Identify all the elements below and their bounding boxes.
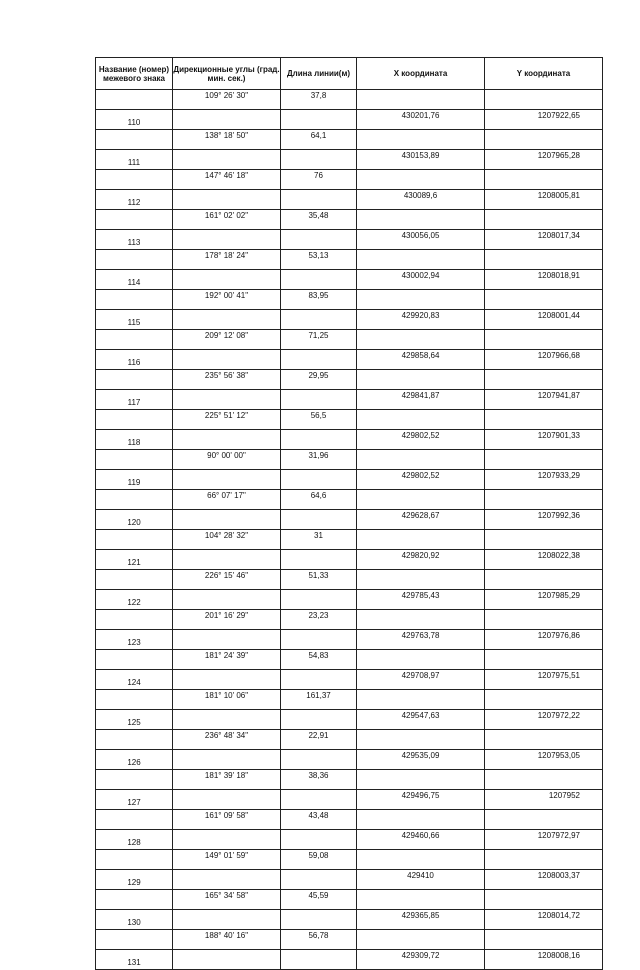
x-coordinate-cell: 430201,76 (357, 110, 485, 130)
mark-name-cell: 129 (96, 870, 173, 890)
mark-name-cell (96, 330, 173, 350)
y-coordinate-cell (485, 570, 603, 590)
x-coordinate-cell (357, 490, 485, 510)
point-row (96, 590, 603, 610)
angle-cell (173, 870, 281, 890)
segment-row (96, 930, 603, 950)
mark-name-cell (96, 450, 173, 470)
x-coordinate-cell: 429496,75 (357, 790, 485, 810)
header-line-length: Длина линии(м) (281, 58, 357, 90)
segment-row (96, 530, 603, 550)
y-coordinate-cell: 1207972,97 (485, 830, 603, 850)
y-coordinate-cell: 1208022,38 (485, 550, 603, 570)
angle-cell (173, 590, 281, 610)
length-cell (281, 710, 357, 730)
segment-row (96, 650, 603, 670)
angle-cell (173, 790, 281, 810)
length-cell: 53,13 (281, 250, 357, 270)
x-coordinate-cell: 429460,66 (357, 830, 485, 850)
length-cell: 83,95 (281, 290, 357, 310)
y-coordinate-cell: 1207933,29 (485, 470, 603, 490)
mark-name-cell: 113 (96, 230, 173, 250)
mark-name-cell (96, 210, 173, 230)
mark-name-cell (96, 410, 173, 430)
y-coordinate-cell (485, 650, 603, 670)
mark-name-cell: 127 (96, 790, 173, 810)
angle-cell (173, 230, 281, 250)
x-coordinate-cell: 429920,83 (357, 310, 485, 330)
x-coordinate-cell: 430153,89 (357, 150, 485, 170)
mark-name-cell (96, 930, 173, 950)
segment-row (96, 850, 603, 870)
length-cell (281, 590, 357, 610)
x-coordinate-cell (357, 930, 485, 950)
y-coordinate-cell (485, 370, 603, 390)
length-cell (281, 510, 357, 530)
x-coordinate-cell: 429785,43 (357, 590, 485, 610)
y-coordinate-cell: 1208008,16 (485, 950, 603, 970)
mark-name-cell (96, 690, 173, 710)
x-coordinate-cell: 430089,6 (357, 190, 485, 210)
mark-name-cell: 122 (96, 590, 173, 610)
length-cell (281, 870, 357, 890)
point-row (96, 790, 603, 810)
angle-cell: 181° 39' 18" (173, 770, 281, 790)
mark-name-cell (96, 530, 173, 550)
x-coordinate-cell (357, 850, 485, 870)
length-cell: 45,59 (281, 890, 357, 910)
angle-cell: 161° 02' 02" (173, 210, 281, 230)
angle-cell: 109° 26' 30" (173, 90, 281, 110)
y-coordinate-cell: 1208005,81 (485, 190, 603, 210)
angle-cell: 178° 18' 24" (173, 250, 281, 270)
length-cell: 56,78 (281, 930, 357, 950)
point-row (96, 110, 603, 130)
angle-cell: 225° 51' 12" (173, 410, 281, 430)
y-coordinate-cell (485, 250, 603, 270)
segment-row (96, 610, 603, 630)
point-row (96, 750, 603, 770)
segment-row (96, 170, 603, 190)
length-cell: 64,6 (281, 490, 357, 510)
y-coordinate-cell (485, 930, 603, 950)
x-coordinate-cell: 429547,63 (357, 710, 485, 730)
mark-name-cell: 119 (96, 470, 173, 490)
x-coordinate-cell (357, 890, 485, 910)
x-coordinate-cell: 429802,52 (357, 470, 485, 490)
point-row (96, 630, 603, 650)
angle-cell: 149° 01' 59" (173, 850, 281, 870)
angle-cell: 138° 18' 50" (173, 130, 281, 150)
x-coordinate-cell: 429802,52 (357, 430, 485, 450)
y-coordinate-cell (485, 330, 603, 350)
boundary-coordinates-table (95, 57, 603, 970)
x-coordinate-cell: 429410 (357, 870, 485, 890)
mark-name-cell: 131 (96, 950, 173, 970)
table-body (96, 90, 603, 970)
segment-row (96, 250, 603, 270)
y-coordinate-cell: 1207976,86 (485, 630, 603, 650)
length-cell: 23,23 (281, 610, 357, 630)
angle-cell (173, 950, 281, 970)
segment-row (96, 890, 603, 910)
length-cell (281, 110, 357, 130)
angle-cell: 192° 00' 41" (173, 290, 281, 310)
point-row (96, 390, 603, 410)
length-cell: 56,5 (281, 410, 357, 430)
y-coordinate-cell (485, 90, 603, 110)
x-coordinate-cell (357, 690, 485, 710)
mark-name-cell (96, 610, 173, 630)
length-cell (281, 350, 357, 370)
angle-cell (173, 270, 281, 290)
y-coordinate-cell: 1207953,05 (485, 750, 603, 770)
segment-row (96, 770, 603, 790)
y-coordinate-cell (485, 490, 603, 510)
x-coordinate-cell (357, 250, 485, 270)
x-coordinate-cell (357, 170, 485, 190)
segment-row (96, 210, 603, 230)
mark-name-cell: 118 (96, 430, 173, 450)
mark-name-cell: 112 (96, 190, 173, 210)
length-cell: 43,48 (281, 810, 357, 830)
y-coordinate-cell (485, 170, 603, 190)
length-cell (281, 390, 357, 410)
mark-name-cell: 123 (96, 630, 173, 650)
segment-row (96, 410, 603, 430)
mark-name-cell (96, 490, 173, 510)
mark-name-cell (96, 130, 173, 150)
angle-cell: 181° 10' 06" (173, 690, 281, 710)
x-coordinate-cell (357, 730, 485, 750)
x-coordinate-cell (357, 610, 485, 630)
mark-name-cell: 121 (96, 550, 173, 570)
angle-cell (173, 630, 281, 650)
angle-cell (173, 910, 281, 930)
angle-cell (173, 390, 281, 410)
angle-cell: 201° 16' 29" (173, 610, 281, 630)
point-row (96, 350, 603, 370)
mark-name-cell: 111 (96, 150, 173, 170)
point-row (96, 950, 603, 970)
angle-cell (173, 470, 281, 490)
y-coordinate-cell (485, 210, 603, 230)
y-coordinate-cell (485, 610, 603, 630)
segment-row (96, 570, 603, 590)
y-coordinate-cell: 1208018,91 (485, 270, 603, 290)
mark-name-cell (96, 810, 173, 830)
mark-name-cell (96, 170, 173, 190)
y-coordinate-cell: 1207966,68 (485, 350, 603, 370)
header-x-coordinate: X координата (357, 58, 485, 90)
point-row (96, 710, 603, 730)
mark-name-cell: 117 (96, 390, 173, 410)
point-row (96, 870, 603, 890)
angle-cell: 235° 56' 38" (173, 370, 281, 390)
mark-name-cell (96, 850, 173, 870)
segment-row (96, 330, 603, 350)
length-cell (281, 670, 357, 690)
length-cell (281, 750, 357, 770)
length-cell (281, 550, 357, 570)
mark-name-cell: 128 (96, 830, 173, 850)
x-coordinate-cell: 430002,94 (357, 270, 485, 290)
length-cell: 54,83 (281, 650, 357, 670)
mark-name-cell (96, 370, 173, 390)
mark-name-cell (96, 90, 173, 110)
length-cell (281, 470, 357, 490)
mark-name-cell: 120 (96, 510, 173, 530)
point-row (96, 150, 603, 170)
x-coordinate-cell: 429841,87 (357, 390, 485, 410)
y-coordinate-cell: 1208017,34 (485, 230, 603, 250)
mark-name-cell: 116 (96, 350, 173, 370)
x-coordinate-cell (357, 530, 485, 550)
point-row (96, 270, 603, 290)
angle-cell (173, 710, 281, 730)
x-coordinate-cell (357, 770, 485, 790)
point-row (96, 430, 603, 450)
y-coordinate-cell (485, 130, 603, 150)
y-coordinate-cell: 1207985,29 (485, 590, 603, 610)
angle-cell: 104° 28' 32" (173, 530, 281, 550)
x-coordinate-cell (357, 450, 485, 470)
length-cell (281, 630, 357, 650)
segment-row (96, 90, 603, 110)
y-coordinate-cell (485, 810, 603, 830)
angle-cell (173, 430, 281, 450)
mark-name-cell (96, 730, 173, 750)
y-coordinate-cell: 1207972,22 (485, 710, 603, 730)
length-cell: 38,36 (281, 770, 357, 790)
y-coordinate-cell (485, 530, 603, 550)
angle-cell (173, 670, 281, 690)
point-row (96, 830, 603, 850)
x-coordinate-cell: 429309,72 (357, 950, 485, 970)
mark-name-cell (96, 290, 173, 310)
point-row (96, 470, 603, 490)
x-coordinate-cell (357, 290, 485, 310)
x-coordinate-cell (357, 210, 485, 230)
x-coordinate-cell: 429820,92 (357, 550, 485, 570)
angle-cell (173, 150, 281, 170)
segment-row (96, 690, 603, 710)
angle-cell (173, 350, 281, 370)
point-row (96, 190, 603, 210)
angle-cell: 90° 00' 00" (173, 450, 281, 470)
angle-cell (173, 830, 281, 850)
length-cell: 37,8 (281, 90, 357, 110)
point-row (96, 510, 603, 530)
y-coordinate-cell: 1207992,36 (485, 510, 603, 530)
y-coordinate-cell: 1207965,28 (485, 150, 603, 170)
segment-row (96, 450, 603, 470)
x-coordinate-cell: 429858,64 (357, 350, 485, 370)
mark-name-cell: 130 (96, 910, 173, 930)
angle-cell: 165° 34' 58" (173, 890, 281, 910)
mark-name-cell: 114 (96, 270, 173, 290)
mark-name-cell: 125 (96, 710, 173, 730)
x-coordinate-cell: 429628,67 (357, 510, 485, 530)
angle-cell: 66° 07' 17" (173, 490, 281, 510)
y-coordinate-cell (485, 450, 603, 470)
mark-name-cell (96, 570, 173, 590)
point-row (96, 550, 603, 570)
angle-cell (173, 310, 281, 330)
length-cell (281, 310, 357, 330)
x-coordinate-cell (357, 650, 485, 670)
mark-name-cell (96, 890, 173, 910)
y-coordinate-cell: 1208001,44 (485, 310, 603, 330)
segment-row (96, 290, 603, 310)
angle-cell (173, 550, 281, 570)
length-cell (281, 270, 357, 290)
segment-row (96, 810, 603, 830)
length-cell: 31 (281, 530, 357, 550)
x-coordinate-cell: 429535,09 (357, 750, 485, 770)
mark-name-cell (96, 650, 173, 670)
header-mark-name: Название (номер) межевого знака (96, 58, 173, 90)
x-coordinate-cell: 429365,85 (357, 910, 485, 930)
length-cell (281, 190, 357, 210)
x-coordinate-cell (357, 370, 485, 390)
mark-name-cell: 110 (96, 110, 173, 130)
mark-name-cell: 126 (96, 750, 173, 770)
point-row (96, 310, 603, 330)
length-cell: 35,48 (281, 210, 357, 230)
length-cell: 31,96 (281, 450, 357, 470)
segment-row (96, 370, 603, 390)
angle-cell (173, 750, 281, 770)
angle-cell: 181° 24' 39" (173, 650, 281, 670)
length-cell (281, 430, 357, 450)
x-coordinate-cell (357, 410, 485, 430)
y-coordinate-cell: 1207941,87 (485, 390, 603, 410)
length-cell: 64,1 (281, 130, 357, 150)
y-coordinate-cell: 1207975,51 (485, 670, 603, 690)
y-coordinate-cell (485, 290, 603, 310)
point-row (96, 670, 603, 690)
y-coordinate-cell: 1207952 (485, 790, 603, 810)
segment-row (96, 490, 603, 510)
y-coordinate-cell: 1207901,33 (485, 430, 603, 450)
angle-cell: 236° 48' 34" (173, 730, 281, 750)
segment-row (96, 730, 603, 750)
angle-cell: 147° 46' 18" (173, 170, 281, 190)
length-cell: 59,08 (281, 850, 357, 870)
length-cell (281, 230, 357, 250)
length-cell (281, 830, 357, 850)
length-cell: 29,95 (281, 370, 357, 390)
length-cell: 71,25 (281, 330, 357, 350)
angle-cell: 188° 40' 16" (173, 930, 281, 950)
y-coordinate-cell (485, 890, 603, 910)
y-coordinate-cell: 1208014,72 (485, 910, 603, 930)
x-coordinate-cell: 429763,78 (357, 630, 485, 650)
y-coordinate-cell (485, 690, 603, 710)
x-coordinate-cell (357, 130, 485, 150)
point-row (96, 910, 603, 930)
point-row (96, 230, 603, 250)
table-header-row (96, 58, 603, 90)
x-coordinate-cell (357, 330, 485, 350)
length-cell (281, 790, 357, 810)
segment-row (96, 130, 603, 150)
angle-cell (173, 110, 281, 130)
angle-cell: 161° 09' 58" (173, 810, 281, 830)
header-y-coordinate: Y координата (485, 58, 603, 90)
mark-name-cell (96, 770, 173, 790)
mark-name-cell: 115 (96, 310, 173, 330)
y-coordinate-cell (485, 410, 603, 430)
mark-name-cell: 124 (96, 670, 173, 690)
x-coordinate-cell: 429708,97 (357, 670, 485, 690)
length-cell (281, 150, 357, 170)
length-cell: 51,33 (281, 570, 357, 590)
length-cell: 22,91 (281, 730, 357, 750)
y-coordinate-cell (485, 850, 603, 870)
y-coordinate-cell: 1208003,37 (485, 870, 603, 890)
length-cell (281, 910, 357, 930)
x-coordinate-cell (357, 90, 485, 110)
x-coordinate-cell (357, 570, 485, 590)
mark-name-cell (96, 250, 173, 270)
header-direction-angle: Дирекционные углы (град. мин. сек.) (173, 58, 281, 90)
x-coordinate-cell: 430056,05 (357, 230, 485, 250)
angle-cell: 226° 15' 46" (173, 570, 281, 590)
length-cell: 161,37 (281, 690, 357, 710)
angle-cell: 209° 12' 08" (173, 330, 281, 350)
length-cell (281, 950, 357, 970)
y-coordinate-cell (485, 770, 603, 790)
y-coordinate-cell: 1207922,65 (485, 110, 603, 130)
x-coordinate-cell (357, 810, 485, 830)
length-cell: 76 (281, 170, 357, 190)
angle-cell (173, 190, 281, 210)
y-coordinate-cell (485, 730, 603, 750)
angle-cell (173, 510, 281, 530)
